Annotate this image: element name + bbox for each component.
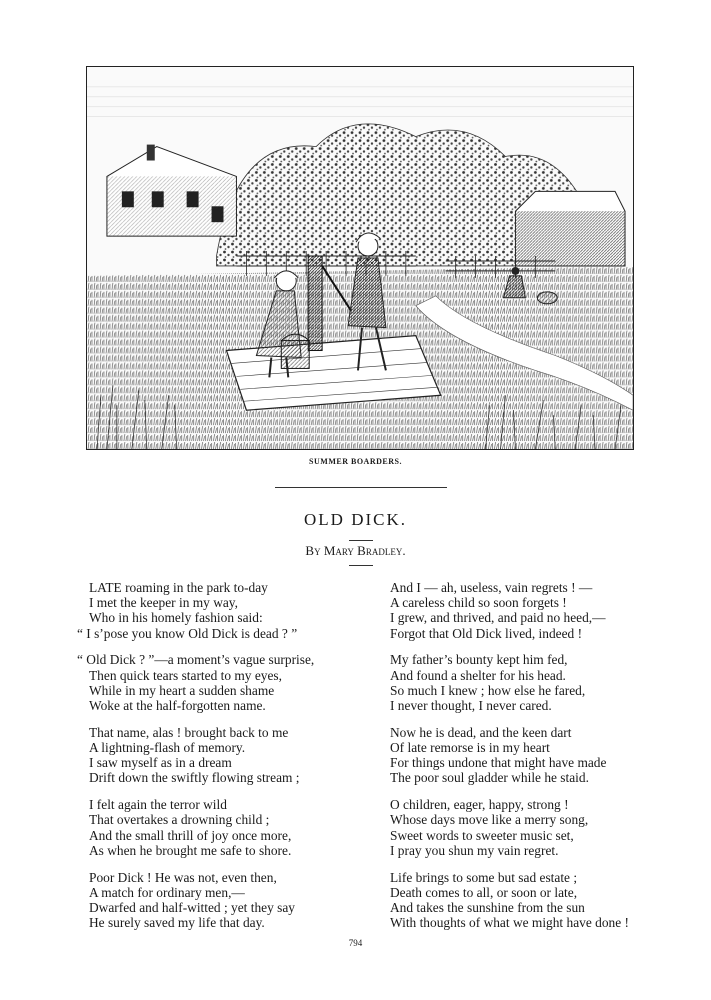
engraving-summer-boarders: [86, 66, 634, 450]
poem-line: With thoughts of what we might have done !: [390, 915, 629, 931]
poem-line: I grew, and thrived, and paid no heed,—: [390, 610, 606, 626]
poem-line: The poor soul gladder while he staid.: [390, 770, 589, 786]
poem-line: A match for ordinary men,—: [89, 884, 245, 900]
poem-line: Woke at the half-forgotten name.: [89, 698, 266, 714]
poem-line: So much I knew ; how else he fared,: [390, 682, 586, 698]
poem-line: And found a shelter for his head.: [390, 667, 566, 683]
poem-line: While in my heart a sudden shame: [89, 682, 275, 698]
poem-column-right: [390, 580, 680, 942]
poem-line: As when he brought me safe to shore.: [89, 842, 292, 858]
stanza: [390, 725, 680, 786]
poem-line: I saw myself as in a dream: [89, 755, 232, 771]
poem-byline: [0, 543, 711, 559]
divider-rule: [275, 487, 447, 488]
poem-line: My father’s bounty kept him fed,: [390, 652, 568, 668]
poem-line: Now he is dead, and the keen dart: [390, 724, 572, 740]
poem-line: Death comes to all, or soon or late,: [390, 884, 578, 900]
poem-line: Forgot that Old Dick lived, indeed !: [390, 625, 583, 641]
poem-line: I never thought, I never cared.: [390, 698, 552, 714]
stanza: [77, 725, 367, 786]
poem-line: I met the keeper in my way,: [89, 595, 238, 611]
poem-line: That overtakes a drowning child ;: [89, 812, 270, 828]
stanza: [390, 580, 680, 641]
poem-line: LATE roaming in the park to-day: [89, 580, 268, 595]
poem-column-left: [77, 580, 367, 942]
poem-line: A lightning-flash of memory.: [89, 740, 246, 756]
poem-line: “ I s’pose you know Old Dick is dead ? ”: [77, 625, 298, 641]
engraving-image: [87, 67, 633, 449]
stanza: [77, 652, 367, 713]
poem-line: For things undone that might have made: [390, 755, 607, 771]
stanza: [77, 870, 367, 931]
poem-line: I pray you shun my vain regret.: [390, 842, 559, 858]
illustration-caption: SUMMER BOARDERS.: [309, 457, 402, 466]
poem-line: Who in his homely fashion said:: [89, 610, 263, 626]
poem-line: I felt again the terror wild: [89, 797, 227, 813]
poem-line: Whose days move like a merry song,: [390, 812, 589, 828]
poem-line: Sweet words to sweeter music set,: [390, 827, 574, 843]
stanza: [390, 797, 680, 858]
poem-line: “ Old Dick ? ”—a moment’s vague surprise,: [77, 652, 315, 668]
stanza: [77, 797, 367, 858]
poem-line: Poor Dick ! He was not, even then,: [89, 869, 277, 885]
poem-line: Then quick tears started to my eyes,: [89, 667, 282, 683]
title-rule: [349, 540, 373, 541]
poem-line: Drift down the swiftly flowing stream ;: [89, 770, 300, 786]
byline-text: By Mary Bradley.: [305, 543, 406, 558]
page-number: 794: [348, 938, 363, 948]
poem-line: Dwarfed and half-witted ; yet they say: [89, 900, 295, 916]
stanza: [390, 652, 680, 713]
stanza: [77, 580, 367, 641]
poem-line: He surely saved my life that day.: [89, 915, 265, 931]
poem-line: That name, alas ! brought back to me: [89, 724, 289, 740]
poem-line: O children, eager, happy, strong !: [390, 797, 569, 813]
stanza: [390, 870, 680, 931]
poem-line: Of late remorse is in my heart: [390, 740, 550, 756]
barn: [515, 191, 625, 266]
poem-title: OLD DICK.: [304, 510, 407, 529]
poem-line: A careless child so soon forgets !: [390, 595, 567, 611]
poem-line: And takes the sunshine from the sun: [390, 900, 585, 916]
poem-line: And I — ah, useless, vain regrets ! —: [390, 580, 593, 595]
poem-line: And the small thrill of joy once more,: [89, 827, 292, 843]
poem-line: Life brings to some but sad estate ;: [390, 869, 578, 885]
byline-rule: [349, 565, 373, 566]
